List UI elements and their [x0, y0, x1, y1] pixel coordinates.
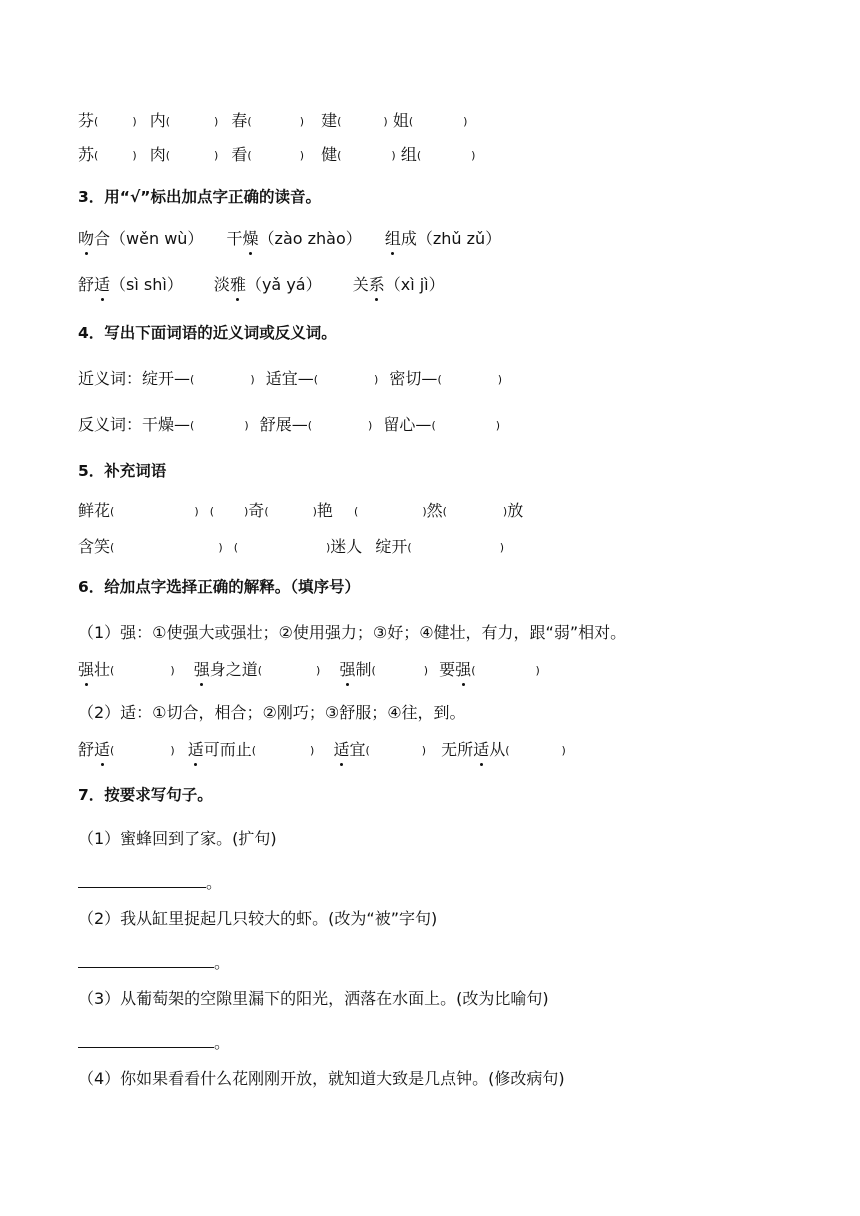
pinyin-options[interactable]: （xì jì）: [384, 275, 445, 294]
question-6-title: 6．给加点字选择正确的解释。（填序号）: [78, 578, 361, 596]
word: 强身之道: [193, 660, 258, 679]
paren-open: (: [165, 115, 171, 128]
definition-2: （2）适：①切合，相合；②刚巧；③舒服；④往，到。: [78, 703, 466, 722]
dotted-char: 强: [455, 660, 472, 679]
answer-blank[interactable]: ): [170, 664, 175, 677]
answer-blank[interactable]: ): [499, 541, 505, 554]
paren-open: (: [247, 149, 252, 162]
antonym-word: 舒展—: [259, 415, 308, 434]
char: 肉: [149, 145, 166, 164]
question-7-title: 7．按要求写句子。: [78, 786, 213, 804]
paren-open: (: [437, 373, 442, 386]
paren-open: (: [307, 419, 313, 432]
char-row-1: [78, 110, 467, 134]
synonym-label: 近义词：: [78, 369, 143, 388]
word: 淡雅: [213, 275, 246, 294]
antonym-word: 留心—: [383, 415, 432, 434]
synonym-word: 适宜—: [265, 369, 314, 388]
dotted-char: 吻: [78, 229, 95, 248]
answer-blank[interactable]: ): [326, 541, 331, 554]
answer-blank[interactable]: ): [299, 149, 305, 162]
word: 适可而止: [187, 740, 252, 759]
pinyin-row-1: [78, 228, 501, 250]
paren-open: (: [337, 115, 342, 128]
dotted-char: 适: [94, 740, 111, 759]
answer-blank[interactable]: ): [244, 419, 249, 432]
paren-open: (: [257, 664, 263, 677]
answer-line-2[interactable]: [78, 952, 230, 974]
answer-blank[interactable]: ): [214, 149, 219, 162]
synonym-row: [78, 368, 502, 392]
word: 组成: [384, 229, 417, 248]
period: 。: [214, 953, 231, 972]
word: 吻合: [78, 229, 111, 248]
dotted-char: 适: [333, 740, 350, 759]
word: 舒适: [78, 740, 111, 759]
paren-open: (: [190, 373, 195, 386]
idiom-part: 绽开: [375, 537, 408, 556]
word: 无所适从: [441, 740, 506, 759]
idiom-part: 迷人: [330, 537, 363, 556]
answer-blank[interactable]: ): [502, 505, 508, 518]
pinyin-options[interactable]: （sì shì）: [110, 275, 183, 294]
dotted-char: 燥: [242, 229, 259, 248]
char: 姐: [392, 111, 409, 130]
dotted-char: 适: [187, 740, 204, 759]
paren-open: (: [251, 744, 257, 757]
sentence-2: （2）我从缸里捉起几只较大的虾。(改为“被”字句): [78, 909, 438, 928]
answer-underline[interactable]: [78, 953, 214, 968]
answer-blank[interactable]: ): [132, 149, 137, 162]
paren-open: (: [354, 505, 359, 518]
word: 强壮: [78, 660, 111, 679]
paren-open: (: [190, 419, 195, 432]
answer-blank[interactable]: ): [421, 744, 427, 757]
answer-blank[interactable]: ): [214, 115, 219, 128]
idiom-part: 奇: [248, 501, 265, 520]
paren-open: (: [110, 744, 115, 757]
paren-open: (: [247, 115, 252, 128]
answer-blank[interactable]: ): [316, 664, 321, 677]
dotted-char: 系: [368, 275, 385, 294]
idiom-part: 含笑: [78, 537, 111, 556]
dotted-char: 雅: [229, 275, 246, 294]
word: 舒适: [78, 275, 111, 294]
pinyin-options[interactable]: （yǎ yá）: [245, 275, 322, 294]
paren-open: (: [471, 664, 476, 677]
answer-blank[interactable]: ): [368, 419, 373, 432]
sentence-1: （1）蜜蜂回到了家。(扩句): [78, 829, 277, 848]
antonym-word: 干燥—: [142, 415, 191, 434]
paren-open: (: [165, 149, 171, 162]
paren-open: (: [407, 541, 412, 554]
paren-open: (: [209, 505, 214, 518]
word-row-1: [78, 659, 540, 683]
pinyin-options[interactable]: （wěn wù）: [110, 229, 204, 248]
dotted-char: 适: [94, 275, 111, 294]
paren-open: (: [110, 664, 115, 677]
word-row-2: [78, 739, 566, 763]
dotted-char: 强: [78, 660, 95, 679]
answer-underline[interactable]: [78, 1033, 214, 1048]
synonym-word: 密切—: [389, 369, 438, 388]
paren-open: (: [110, 541, 115, 554]
answer-blank[interactable]: ): [497, 373, 503, 386]
word: 关系: [352, 275, 385, 294]
paren-open: (: [233, 541, 238, 554]
paren-open: (: [371, 664, 376, 677]
paren-open: (: [313, 373, 319, 386]
paren-open: (: [442, 505, 447, 518]
word: 适宜: [333, 740, 366, 759]
pinyin-options[interactable]: （zhǔ zǔ）: [416, 229, 502, 248]
idiom-part: 艳: [316, 501, 333, 520]
question-4-title: 4．写出下面词语的近义词或反义词。: [78, 324, 337, 342]
char: 健: [321, 145, 338, 164]
dotted-char: 适: [473, 740, 490, 759]
answer-blank[interactable]: ): [535, 664, 540, 677]
answer-blank[interactable]: ): [463, 115, 468, 128]
word: 强制: [339, 660, 372, 679]
paren-open: (: [337, 149, 342, 162]
antonym-label: 反义词：: [78, 415, 143, 434]
word: 干燥: [226, 229, 259, 248]
idiom-part: 鲜花: [78, 501, 111, 520]
question-5-title: 5．补充词语: [78, 462, 167, 480]
paren-open: (: [416, 149, 422, 162]
period: 。: [206, 873, 223, 892]
char: 看: [231, 145, 248, 164]
answer-blank[interactable]: ): [310, 744, 315, 757]
answer-blank[interactable]: ): [170, 744, 175, 757]
answer-line-1[interactable]: [78, 872, 222, 894]
answer-blank[interactable]: ): [194, 505, 199, 518]
answer-blank[interactable]: ): [422, 505, 427, 518]
paren-open: (: [264, 505, 269, 518]
period: 。: [214, 1033, 231, 1052]
dotted-char: 组: [384, 229, 401, 248]
synonym-word: 绽开—: [142, 369, 191, 388]
char: 春: [231, 111, 248, 130]
word: 要强: [439, 660, 472, 679]
answer-blank[interactable]: ): [299, 115, 305, 128]
pinyin-options[interactable]: （zào zhào）: [258, 229, 362, 248]
idiom-row-1: [78, 500, 523, 524]
answer-underline[interactable]: [78, 873, 206, 888]
idiom-part: 放: [507, 501, 524, 520]
char: 组: [400, 145, 417, 164]
answer-blank[interactable]: ): [383, 115, 388, 128]
definition-1: （1）强：①使强大或强壮；②使用强力；③好；④健壮，有力，跟“弱”相对。: [78, 623, 627, 642]
char: 芬: [78, 111, 95, 130]
answer-blank[interactable]: ): [132, 115, 137, 128]
idiom-row-2: [78, 536, 504, 560]
answer-blank[interactable]: ): [244, 505, 249, 518]
paren-open: (: [408, 115, 414, 128]
char: 内: [149, 111, 166, 130]
dotted-char: 强: [339, 660, 356, 679]
paren-open: (: [431, 419, 436, 432]
char-row-2: [78, 144, 475, 168]
answer-blank[interactable]: ): [561, 744, 566, 757]
answer-blank[interactable]: ): [423, 664, 429, 677]
sentence-3: （3）从葡萄架的空隙里漏下的阳光，洒落在水面上。(改为比喻句): [78, 989, 549, 1008]
question-3-title: 3．用“√”标出加点字正确的读音。: [78, 188, 321, 206]
answer-blank[interactable]: ): [250, 373, 255, 386]
paren-open: (: [110, 505, 115, 518]
sentence-4: （4）你如果看看什么花刚刚开放，就知道大致是几点钟。(修改病句): [78, 1069, 565, 1088]
paren-open: (: [94, 115, 99, 128]
antonym-row: [78, 414, 500, 438]
paren-open: (: [505, 744, 510, 757]
pinyin-row-2: [78, 274, 445, 296]
char: 苏: [78, 145, 95, 164]
answer-blank[interactable]: ): [471, 149, 476, 162]
answer-blank[interactable]: ): [218, 541, 223, 554]
dotted-char: 强: [193, 660, 210, 679]
answer-blank[interactable]: ): [495, 419, 501, 432]
paren-open: (: [365, 744, 370, 757]
char: 建: [321, 111, 338, 130]
answer-blank[interactable]: ): [374, 373, 379, 386]
answer-blank[interactable]: ): [312, 505, 317, 518]
answer-blank[interactable]: ): [391, 149, 396, 162]
paren-open: (: [94, 149, 99, 162]
answer-line-3[interactable]: [78, 1032, 230, 1054]
idiom-part: 然: [426, 501, 443, 520]
